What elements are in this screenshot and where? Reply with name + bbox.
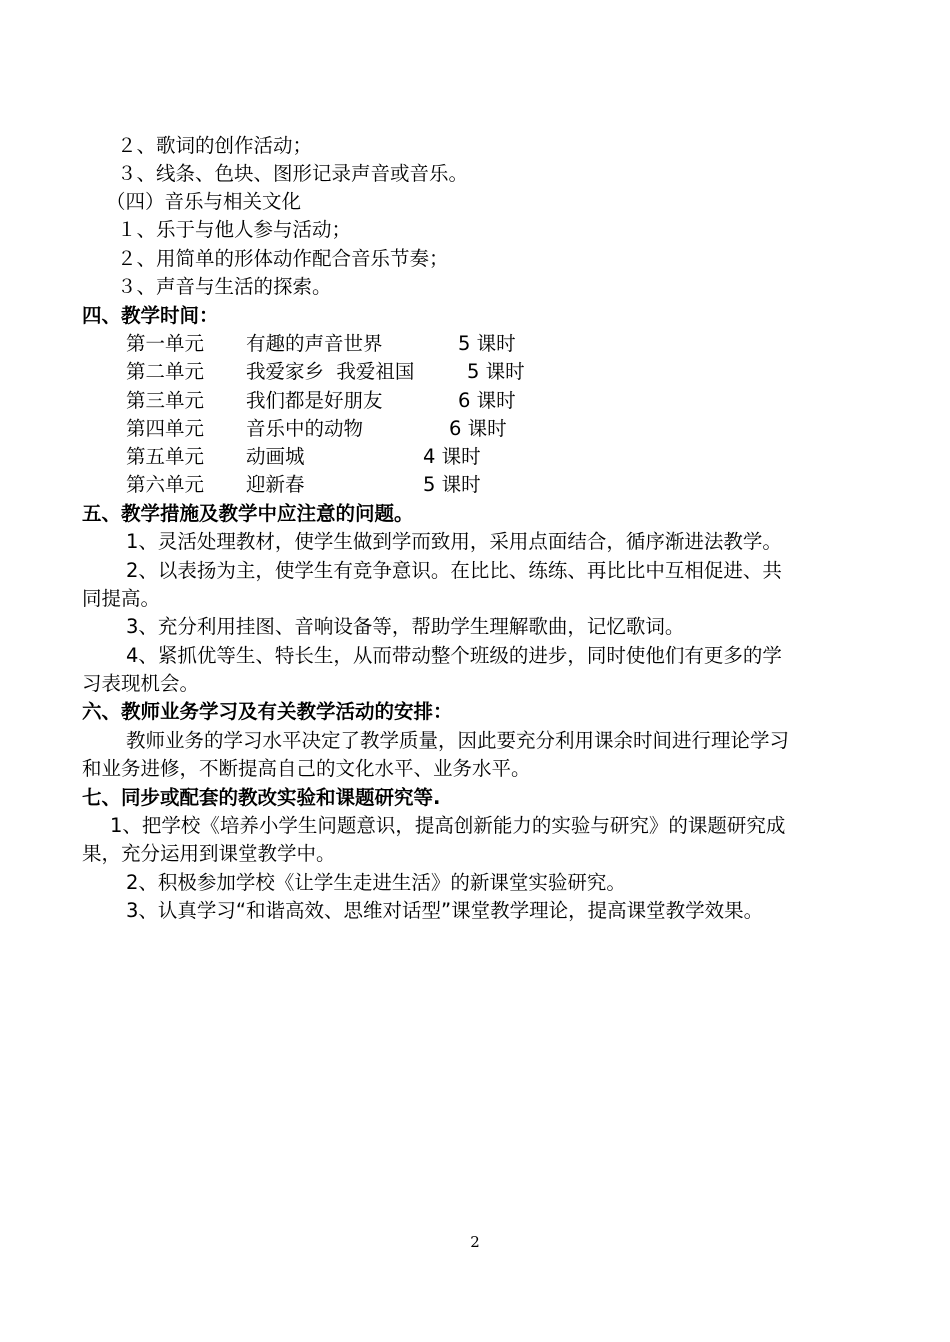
paragraph: 2、积极参加学校《让学生走进生活》的新课堂实验研究。 [126, 871, 626, 894]
unit-label: 第六单元 [126, 473, 205, 496]
paragraph-continuation: 同提高。 [82, 587, 161, 610]
paragraph: 教师业务的学习水平决定了教学质量，因此要充分利用课余时间进行理论学习 [126, 729, 790, 752]
unit-hours: 5 课时 [467, 360, 525, 383]
list-line-4: ２、用简单的形体动作配合音乐节奏； [117, 247, 449, 270]
paragraph: 1、把学校《培养小学生问题意识，提高创新能力的实验与研究》的课题研究成 [110, 814, 786, 837]
unit-name: 有趣的声音世界 [246, 332, 383, 355]
unit-name: 我们都是好朋友 [246, 389, 383, 412]
unit-name: 我爱家乡 我爱祖国 [246, 360, 415, 383]
unit-hours: 6 课时 [449, 417, 507, 440]
unit-label: 第五单元 [126, 445, 205, 468]
paragraph: 1、灵活处理教材，使学生做到学而致用，采用点面结合，循序渐进法教学。 [126, 530, 782, 553]
unit-label: 第四单元 [126, 417, 205, 440]
page-number: 2 [470, 1233, 480, 1251]
unit-hours: 5 课时 [458, 332, 516, 355]
list-line-2: ３、线条、色块、图形记录声音或音乐。 [117, 162, 469, 185]
paragraph: 3、认真学习“和谐高效、思维对话型”课堂教学理论，提高课堂教学效果。 [126, 899, 764, 922]
unit-label: 第三单元 [126, 389, 205, 412]
paragraph-continuation: 和业务进修，不断提高自己的文化水平、业务水平。 [82, 757, 531, 780]
unit-name: 迎新春 [246, 473, 305, 496]
list-line-1: ２、歌词的创作活动； [117, 134, 313, 157]
paragraph-continuation: 果，充分运用到课堂教学中。 [82, 842, 336, 865]
section-heading-6: 六、教师业务学习及有关教学活动的安排： [82, 700, 453, 723]
unit-name: 动画城 [246, 445, 305, 468]
unit-label: 第一单元 [126, 332, 205, 355]
paragraph-continuation: 习表现机会。 [82, 672, 200, 695]
unit-hours: 5 课时 [423, 473, 481, 496]
paragraph: 3、充分利用挂图、音响设备等，帮助学生理解歌曲，记忆歌词。 [126, 615, 685, 638]
unit-hours: 6 课时 [458, 389, 516, 412]
list-line-5: ３、声音与生活的探索。 [117, 275, 332, 298]
unit-label: 第二单元 [126, 360, 205, 383]
unit-name: 音乐中的动物 [246, 417, 364, 440]
section-heading-5: 五、教学措施及教学中应注意的问题。 [82, 502, 414, 525]
paragraph: 2、以表扬为主，使学生有竞争意识。在比比、练练、再比比中互相促进、共 [126, 559, 782, 582]
unit-hours: 4 课时 [423, 445, 481, 468]
subsection-heading-4: （四）音乐与相关文化 [106, 190, 302, 213]
list-line-3: １、乐于与他人参与活动； [117, 218, 352, 241]
paragraph: 4、紧抓优等生、特长生，从而带动整个班级的进步，同时使他们有更多的学 [126, 644, 782, 667]
section-heading-7: 七、同步或配套的教改实验和课题研究等. [82, 786, 441, 809]
section-heading-4: 四、教学时间： [82, 304, 219, 327]
